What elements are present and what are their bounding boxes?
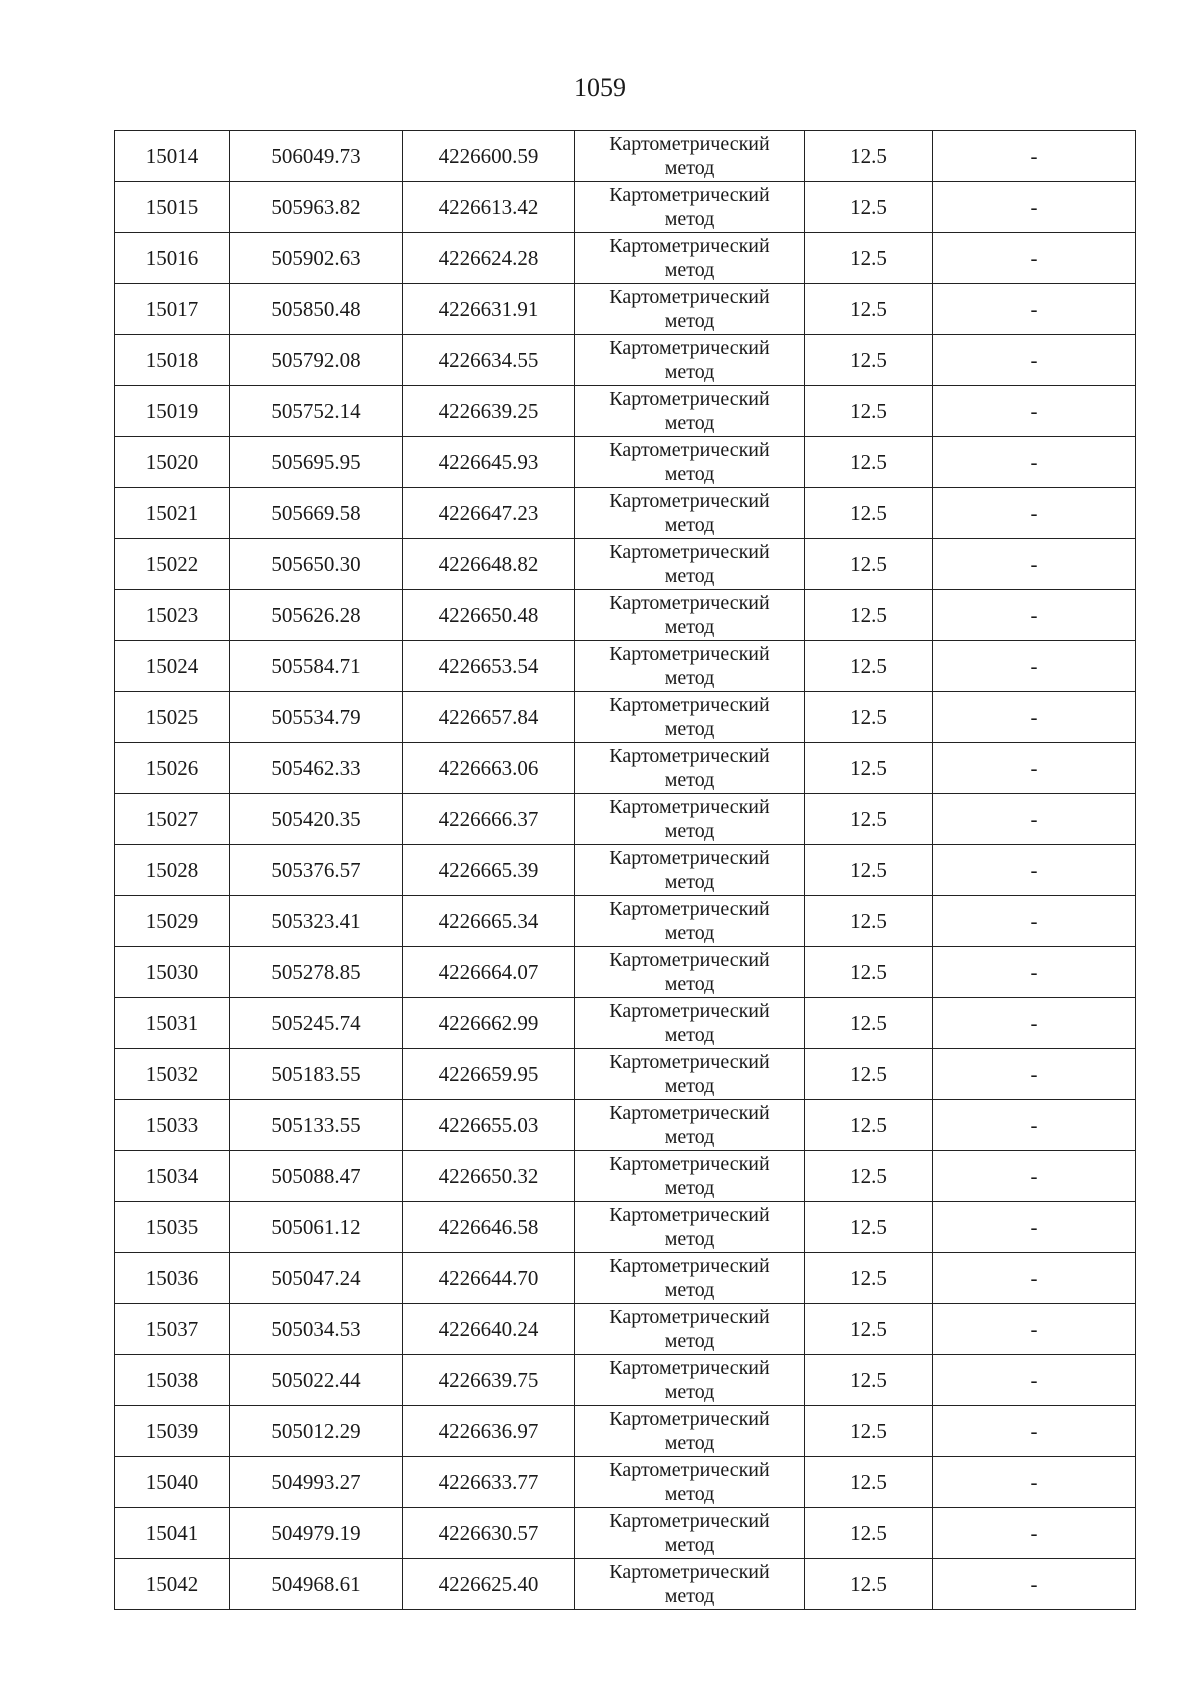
point-number-cell: 15026 xyxy=(115,743,230,794)
note-cell: - xyxy=(933,998,1136,1049)
accuracy-cell: 12.5 xyxy=(805,1151,933,1202)
x-coordinate-cell: 505752.14 xyxy=(230,386,403,437)
table-row xyxy=(115,539,1136,590)
method-cell xyxy=(575,641,805,692)
x-coordinate-cell: 505034.53 xyxy=(230,1304,403,1355)
method-cell xyxy=(575,539,805,590)
method-line-1: Картометрический xyxy=(609,1408,770,1430)
method-line-1: Картометрический xyxy=(609,694,770,716)
point-number-cell: 15032 xyxy=(115,1049,230,1100)
table-row xyxy=(115,1253,1136,1304)
point-number-cell: 15025 xyxy=(115,692,230,743)
table-row xyxy=(115,488,1136,539)
method-line-2: метод xyxy=(664,565,715,587)
x-coordinate-cell: 505133.55 xyxy=(230,1100,403,1151)
method-line-2: метод xyxy=(664,463,715,485)
method-line-1: Картометрический xyxy=(609,541,770,563)
point-number-cell: 15018 xyxy=(115,335,230,386)
y-coordinate-cell: 4226662.99 xyxy=(403,998,575,1049)
method-line-1: Картометрический xyxy=(609,388,770,410)
note-cell: - xyxy=(933,386,1136,437)
accuracy-cell: 12.5 xyxy=(805,641,933,692)
method-line-2: метод xyxy=(664,361,715,383)
method-cell xyxy=(575,1304,805,1355)
y-coordinate-cell: 4226624.28 xyxy=(403,233,575,284)
accuracy-cell: 12.5 xyxy=(805,1049,933,1100)
x-coordinate-cell: 505534.79 xyxy=(230,692,403,743)
table-row xyxy=(115,1457,1136,1508)
method-cell xyxy=(575,1202,805,1253)
y-coordinate-cell: 4226663.06 xyxy=(403,743,575,794)
point-number-cell: 15042 xyxy=(115,1559,230,1610)
accuracy-cell: 12.5 xyxy=(805,1355,933,1406)
point-number-cell: 15019 xyxy=(115,386,230,437)
x-coordinate-cell: 505376.57 xyxy=(230,845,403,896)
point-number-cell: 15022 xyxy=(115,539,230,590)
accuracy-cell: 12.5 xyxy=(805,284,933,335)
y-coordinate-cell: 4226647.23 xyxy=(403,488,575,539)
method-line-1: Картометрический xyxy=(609,337,770,359)
table-row xyxy=(115,1406,1136,1457)
y-coordinate-cell: 4226640.24 xyxy=(403,1304,575,1355)
y-coordinate-cell: 4226657.84 xyxy=(403,692,575,743)
x-coordinate-cell: 505047.24 xyxy=(230,1253,403,1304)
method-line-2: метод xyxy=(664,157,715,179)
y-coordinate-cell: 4226659.95 xyxy=(403,1049,575,1100)
method-cell xyxy=(575,182,805,233)
accuracy-cell: 12.5 xyxy=(805,743,933,794)
y-coordinate-cell: 4226639.75 xyxy=(403,1355,575,1406)
accuracy-cell: 12.5 xyxy=(805,845,933,896)
table-row xyxy=(115,131,1136,182)
x-coordinate-cell: 505695.95 xyxy=(230,437,403,488)
y-coordinate-cell: 4226636.97 xyxy=(403,1406,575,1457)
method-line-1: Картометрический xyxy=(609,1255,770,1277)
table-row xyxy=(115,590,1136,641)
method-cell xyxy=(575,1559,805,1610)
method-line-2: метод xyxy=(664,1381,715,1403)
note-cell: - xyxy=(933,284,1136,335)
method-line-1: Картометрический xyxy=(609,745,770,767)
method-line-1: Картометрический xyxy=(609,643,770,665)
accuracy-cell: 12.5 xyxy=(805,1202,933,1253)
table-row xyxy=(115,1100,1136,1151)
table-row xyxy=(115,947,1136,998)
y-coordinate-cell: 4226630.57 xyxy=(403,1508,575,1559)
x-coordinate-cell: 505650.30 xyxy=(230,539,403,590)
accuracy-cell: 12.5 xyxy=(805,437,933,488)
note-cell: - xyxy=(933,1151,1136,1202)
method-line-1: Картометрический xyxy=(609,1459,770,1481)
table-row xyxy=(115,896,1136,947)
x-coordinate-cell: 505462.33 xyxy=(230,743,403,794)
table-row xyxy=(115,284,1136,335)
note-cell: - xyxy=(933,1100,1136,1151)
x-coordinate-cell: 504968.61 xyxy=(230,1559,403,1610)
point-number-cell: 15021 xyxy=(115,488,230,539)
method-cell xyxy=(575,335,805,386)
accuracy-cell: 12.5 xyxy=(805,1508,933,1559)
method-line-2: метод xyxy=(664,820,715,842)
page-number: 1059 xyxy=(574,73,626,102)
x-coordinate-cell: 505245.74 xyxy=(230,998,403,1049)
method-line-1: Картометрический xyxy=(609,1204,770,1226)
x-coordinate-cell: 505183.55 xyxy=(230,1049,403,1100)
y-coordinate-cell: 4226645.93 xyxy=(403,437,575,488)
note-cell: - xyxy=(933,539,1136,590)
point-number-cell: 15033 xyxy=(115,1100,230,1151)
point-number-cell: 15034 xyxy=(115,1151,230,1202)
method-line-2: метод xyxy=(664,310,715,332)
accuracy-cell: 12.5 xyxy=(805,1406,933,1457)
method-line-1: Картометрический xyxy=(609,439,770,461)
point-number-cell: 15028 xyxy=(115,845,230,896)
method-line-2: метод xyxy=(664,1228,715,1250)
method-line-1: Картометрический xyxy=(609,184,770,206)
method-cell xyxy=(575,1457,805,1508)
y-coordinate-cell: 4226639.25 xyxy=(403,386,575,437)
note-cell: - xyxy=(933,947,1136,998)
accuracy-cell: 12.5 xyxy=(805,1304,933,1355)
y-coordinate-cell: 4226648.82 xyxy=(403,539,575,590)
accuracy-cell: 12.5 xyxy=(805,1100,933,1151)
note-cell: - xyxy=(933,1559,1136,1610)
table-row xyxy=(115,1508,1136,1559)
method-line-1: Картометрический xyxy=(609,1306,770,1328)
method-line-1: Картометрический xyxy=(609,1510,770,1532)
method-line-2: метод xyxy=(664,922,715,944)
accuracy-cell: 12.5 xyxy=(805,131,933,182)
table-row xyxy=(115,335,1136,386)
method-line-2: метод xyxy=(664,1279,715,1301)
table-row xyxy=(115,1202,1136,1253)
x-coordinate-cell: 505963.82 xyxy=(230,182,403,233)
method-line-2: метод xyxy=(664,208,715,230)
note-cell: - xyxy=(933,1253,1136,1304)
point-number-cell: 15023 xyxy=(115,590,230,641)
method-line-2: метод xyxy=(664,1024,715,1046)
accuracy-cell: 12.5 xyxy=(805,998,933,1049)
method-line-1: Картометрический xyxy=(609,847,770,869)
method-cell xyxy=(575,284,805,335)
point-number-cell: 15027 xyxy=(115,794,230,845)
method-cell xyxy=(575,998,805,1049)
note-cell: - xyxy=(933,488,1136,539)
y-coordinate-cell: 4226655.03 xyxy=(403,1100,575,1151)
method-line-1: Картометрический xyxy=(609,1000,770,1022)
accuracy-cell: 12.5 xyxy=(805,488,933,539)
x-coordinate-cell: 505061.12 xyxy=(230,1202,403,1253)
x-coordinate-cell: 505669.58 xyxy=(230,488,403,539)
point-number-cell: 15040 xyxy=(115,1457,230,1508)
note-cell: - xyxy=(933,692,1136,743)
x-coordinate-cell: 505626.28 xyxy=(230,590,403,641)
point-number-cell: 15017 xyxy=(115,284,230,335)
accuracy-cell: 12.5 xyxy=(805,182,933,233)
x-coordinate-cell: 504979.19 xyxy=(230,1508,403,1559)
table-row xyxy=(115,998,1136,1049)
table-row xyxy=(115,182,1136,233)
method-line-2: метод xyxy=(664,514,715,536)
method-line-2: метод xyxy=(664,871,715,893)
point-number-cell: 15039 xyxy=(115,1406,230,1457)
note-cell: - xyxy=(933,641,1136,692)
y-coordinate-cell: 4226633.77 xyxy=(403,1457,575,1508)
table-row xyxy=(115,1151,1136,1202)
point-number-cell: 15016 xyxy=(115,233,230,284)
y-coordinate-cell: 4226666.37 xyxy=(403,794,575,845)
method-cell xyxy=(575,1253,805,1304)
method-line-1: Картометрический xyxy=(609,1561,770,1583)
table-row xyxy=(115,1304,1136,1355)
note-cell: - xyxy=(933,182,1136,233)
y-coordinate-cell: 4226600.59 xyxy=(403,131,575,182)
table-row xyxy=(115,845,1136,896)
method-cell xyxy=(575,1049,805,1100)
point-number-cell: 15037 xyxy=(115,1304,230,1355)
table-row xyxy=(115,1559,1136,1610)
y-coordinate-cell: 4226631.91 xyxy=(403,284,575,335)
method-cell xyxy=(575,488,805,539)
method-line-1: Картометрический xyxy=(609,1102,770,1124)
table-row xyxy=(115,743,1136,794)
x-coordinate-cell: 505022.44 xyxy=(230,1355,403,1406)
note-cell: - xyxy=(933,896,1136,947)
method-line-2: метод xyxy=(664,1432,715,1454)
accuracy-cell: 12.5 xyxy=(805,692,933,743)
x-coordinate-cell: 505323.41 xyxy=(230,896,403,947)
method-line-1: Картометрический xyxy=(609,1357,770,1379)
method-line-1: Картометрический xyxy=(609,490,770,512)
method-line-2: метод xyxy=(664,1534,715,1556)
y-coordinate-cell: 4226646.58 xyxy=(403,1202,575,1253)
note-cell: - xyxy=(933,437,1136,488)
method-cell xyxy=(575,794,805,845)
note-cell: - xyxy=(933,1304,1136,1355)
method-cell xyxy=(575,1355,805,1406)
method-line-2: метод xyxy=(664,1177,715,1199)
method-cell xyxy=(575,896,805,947)
note-cell: - xyxy=(933,1508,1136,1559)
x-coordinate-cell: 505278.85 xyxy=(230,947,403,998)
table-row xyxy=(115,1355,1136,1406)
method-line-1: Картометрический xyxy=(609,1153,770,1175)
method-cell xyxy=(575,1406,805,1457)
x-coordinate-cell: 505850.48 xyxy=(230,284,403,335)
x-coordinate-cell: 504993.27 xyxy=(230,1457,403,1508)
note-cell: - xyxy=(933,1457,1136,1508)
accuracy-cell: 12.5 xyxy=(805,1559,933,1610)
table-row xyxy=(115,692,1136,743)
coordinates-table-body xyxy=(115,131,1136,1610)
method-cell xyxy=(575,131,805,182)
method-line-1: Картометрический xyxy=(609,235,770,257)
x-coordinate-cell: 505420.35 xyxy=(230,794,403,845)
method-line-2: метод xyxy=(664,1330,715,1352)
method-cell xyxy=(575,437,805,488)
point-number-cell: 15035 xyxy=(115,1202,230,1253)
accuracy-cell: 12.5 xyxy=(805,794,933,845)
point-number-cell: 15015 xyxy=(115,182,230,233)
y-coordinate-cell: 4226664.07 xyxy=(403,947,575,998)
y-coordinate-cell: 4226644.70 xyxy=(403,1253,575,1304)
point-number-cell: 15014 xyxy=(115,131,230,182)
method-cell xyxy=(575,1100,805,1151)
method-line-2: метод xyxy=(664,1126,715,1148)
y-coordinate-cell: 4226634.55 xyxy=(403,335,575,386)
method-cell xyxy=(575,692,805,743)
point-number-cell: 15024 xyxy=(115,641,230,692)
method-line-2: метод xyxy=(664,616,715,638)
table-row xyxy=(115,1049,1136,1100)
method-cell xyxy=(575,386,805,437)
accuracy-cell: 12.5 xyxy=(805,335,933,386)
method-line-1: Картометрический xyxy=(609,286,770,308)
note-cell: - xyxy=(933,743,1136,794)
y-coordinate-cell: 4226665.34 xyxy=(403,896,575,947)
table-row xyxy=(115,233,1136,284)
table-row xyxy=(115,641,1136,692)
method-line-1: Картометрический xyxy=(609,592,770,614)
note-cell: - xyxy=(933,335,1136,386)
accuracy-cell: 12.5 xyxy=(805,1253,933,1304)
note-cell: - xyxy=(933,590,1136,641)
x-coordinate-cell: 505792.08 xyxy=(230,335,403,386)
point-number-cell: 15036 xyxy=(115,1253,230,1304)
method-line-2: метод xyxy=(664,973,715,995)
method-line-1: Картометрический xyxy=(609,949,770,971)
point-number-cell: 15041 xyxy=(115,1508,230,1559)
y-coordinate-cell: 4226650.32 xyxy=(403,1151,575,1202)
method-line-2: метод xyxy=(664,259,715,281)
method-line-1: Картометрический xyxy=(609,133,770,155)
note-cell: - xyxy=(933,1406,1136,1457)
y-coordinate-cell: 4226650.48 xyxy=(403,590,575,641)
accuracy-cell: 12.5 xyxy=(805,233,933,284)
point-number-cell: 15038 xyxy=(115,1355,230,1406)
method-cell xyxy=(575,590,805,641)
method-cell xyxy=(575,1508,805,1559)
note-cell: - xyxy=(933,1049,1136,1100)
method-cell xyxy=(575,845,805,896)
note-cell: - xyxy=(933,794,1136,845)
method-line-1: Картометрический xyxy=(609,1051,770,1073)
x-coordinate-cell: 505012.29 xyxy=(230,1406,403,1457)
method-line-2: метод xyxy=(664,1585,715,1607)
method-line-1: Картометрический xyxy=(609,796,770,818)
accuracy-cell: 12.5 xyxy=(805,896,933,947)
note-cell: - xyxy=(933,1202,1136,1253)
method-line-2: метод xyxy=(664,412,715,434)
y-coordinate-cell: 4226665.39 xyxy=(403,845,575,896)
x-coordinate-cell: 505088.47 xyxy=(230,1151,403,1202)
method-cell xyxy=(575,743,805,794)
method-cell xyxy=(575,947,805,998)
method-line-1: Картометрический xyxy=(609,898,770,920)
method-cell xyxy=(575,233,805,284)
x-coordinate-cell: 505902.63 xyxy=(230,233,403,284)
accuracy-cell: 12.5 xyxy=(805,590,933,641)
point-number-cell: 15030 xyxy=(115,947,230,998)
y-coordinate-cell: 4226653.54 xyxy=(403,641,575,692)
table-row xyxy=(115,386,1136,437)
note-cell: - xyxy=(933,233,1136,284)
table-row xyxy=(115,437,1136,488)
x-coordinate-cell: 506049.73 xyxy=(230,131,403,182)
point-number-cell: 15029 xyxy=(115,896,230,947)
y-coordinate-cell: 4226613.42 xyxy=(403,182,575,233)
point-number-cell: 15020 xyxy=(115,437,230,488)
note-cell: - xyxy=(933,1355,1136,1406)
note-cell: - xyxy=(933,131,1136,182)
accuracy-cell: 12.5 xyxy=(805,386,933,437)
accuracy-cell: 12.5 xyxy=(805,1457,933,1508)
accuracy-cell: 12.5 xyxy=(805,947,933,998)
method-line-2: метод xyxy=(664,1483,715,1505)
method-cell xyxy=(575,1151,805,1202)
accuracy-cell: 12.5 xyxy=(805,539,933,590)
point-number-cell: 15031 xyxy=(115,998,230,1049)
method-line-2: метод xyxy=(664,1075,715,1097)
note-cell: - xyxy=(933,845,1136,896)
table-row xyxy=(115,794,1136,845)
method-line-2: метод xyxy=(664,667,715,689)
x-coordinate-cell: 505584.71 xyxy=(230,641,403,692)
method-line-2: метод xyxy=(664,718,715,740)
method-line-2: метод xyxy=(664,769,715,791)
coordinates-table xyxy=(114,130,1136,1610)
y-coordinate-cell: 4226625.40 xyxy=(403,1559,575,1610)
